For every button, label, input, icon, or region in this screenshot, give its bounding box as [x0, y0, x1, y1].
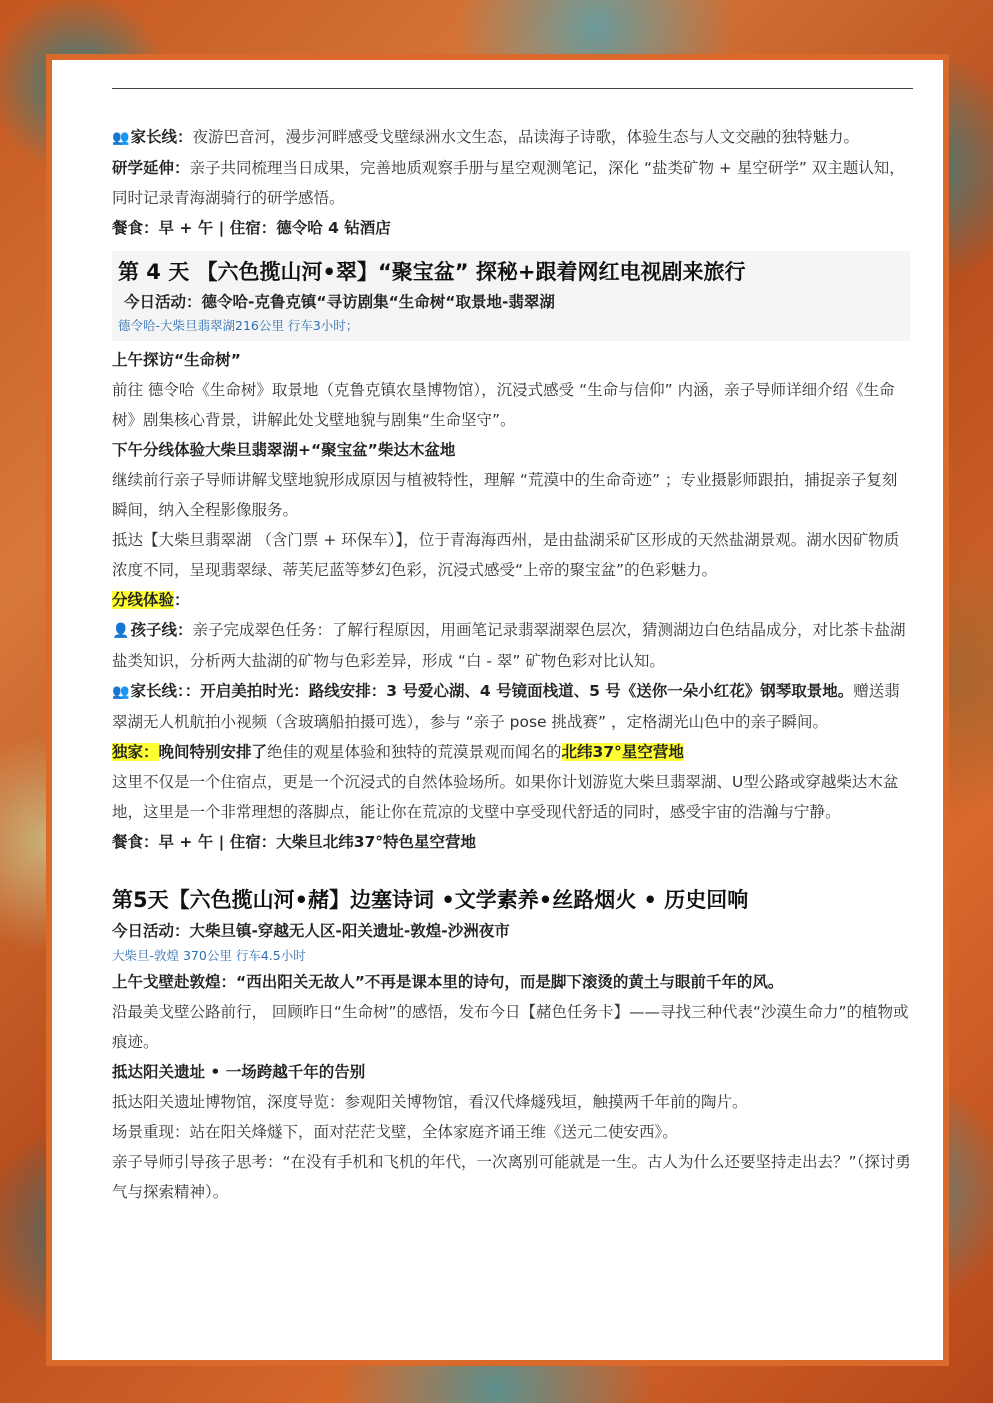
day5-route: 大柴旦-敦煌 370公里 行车4.5小时: [112, 948, 306, 963]
day4-activity: 今日活动：德令哈-克鲁克镇“寻访剧集“生命树“取景地-翡翠湖: [124, 293, 555, 311]
family-icon: 👥: [112, 130, 128, 146]
family-icon: 👥: [112, 684, 128, 700]
day3-study-extension: 研学延伸：亲子共同梳理当日成果，完善地质观察手册与星空观测笔记，深化 “盐类矿物 + 星空研学” 双主题认知，同时记录青海湖骑行的研学感悟。: [112, 159, 905, 207]
day5-morning-title: 上午戈壁赴敦煌：“西出阳关无故人”不再是课本里的诗句，而是脚下滚烫的黄土与眼前千年的风。: [112, 973, 784, 991]
day4-kids-line: 👤 孩子线：亲子完成翠色任务：了解行程原因，用画笔记录翡翠湖翠色层次，猜测湖边白色结晶成分，对比茶卡盐湖盐类知识，分析两大盐湖的矿物与色彩差异，形成 “白 - 翠” 矿物色彩对比认知。: [112, 621, 906, 670]
day4-branch-heading: 分线体验：: [112, 591, 190, 609]
day4-camp-text: 这里不仅是一个住宿点，更是一个沉浸式的自然体验场所。如果你计划游览大柴旦翡翠湖、U型公路或穿越柴达木盆地，这里是一个非常理想的落脚点，能让你在荒凉的戈壁中享受现代舒适的同时，感受宇宙的浩瀚与宁静。: [112, 773, 899, 821]
document-page: [52, 60, 943, 1360]
day3-meals: 餐食：早 + 午 | 住宿：德令哈 4 钻酒店: [112, 219, 391, 237]
day5-yangguan-title: 抵达阳关遗址 • 一场跨越千年的告别: [112, 1063, 366, 1081]
day4-afternoon-title: 下午分线体验大柴旦翡翠湖+“聚宝盆”柴达木盆地: [112, 441, 456, 459]
day3-parent-line: 👥 家长线：夜游巴音河，漫步河畔感受戈壁绿洲水文生态，品读海子诗歌，体验生态与人文交融的独特魅力。: [112, 128, 859, 146]
day4-parent-line: 👥 家长线：：开启美拍时光：路线安排：3 号爱心湖、4 号镜面栈道、5 号《送你一朵小红花》钢琴取景地。赠送翡翠湖无人机航拍小视频（含玻璃船拍摄可选），参与 “亲子 pose 挑战赛” ，定格湖光山色中的亲子瞬间。: [112, 682, 900, 731]
day5-morning-text: 沿最美戈壁公路前行， 回顾昨日“生命树”的感悟，发布今日【赭色任务卡】——寻找三种代表“沙漠生命力”的植物或痕迹。: [112, 1003, 909, 1051]
day4-header-box: [112, 251, 910, 341]
child-icon: 👤: [112, 623, 128, 639]
day4-exclusive: 独家：晚间特别安排了绝佳的观星体验和独特的荒漠景观而闻名的北纬37°星空营地: [112, 743, 684, 761]
day4-morning-title: 上午探访“生命树”: [112, 351, 241, 369]
day4-title: 第 4 天 【六色揽山河•翠】“聚宝盆” 探秘+跟着网红电视剧来旅行: [118, 260, 746, 284]
day5-yangguan-text2: 场景重现：站在阳关烽燧下，面对茫茫戈壁，全体家庭齐诵王维《送元二使安西》。: [112, 1123, 678, 1141]
day5-yangguan-text1: 抵达阳关遗址博物馆，深度导览：参观阳关博物馆，看汉代烽燧残垣，触摸两千年前的陶片。: [112, 1093, 748, 1111]
day5-title: 第5天【六色揽山河•赭】边塞诗词 •文学素养•丝路烟火 • 历史回响: [112, 888, 749, 912]
day4-afternoon-text2: 抵达【大柴旦翡翠湖 （含门票 + 环保车）】，位于青海海西州，是由盐湖采矿区形成的天然盐湖景观。湖水因矿物质浓度不同，呈现翡翠绿、蒂芙尼蓝等梦幻色彩，沉浸式感受“上帝的聚宝盆”的色彩魅力。: [112, 531, 900, 579]
day5-yangguan-text3: 亲子导师引导孩子思考：“在没有手机和飞机的年代，一次离别可能就是一生。古人为什么还要坚持走出去？”（探讨勇气与探索精神）。: [112, 1153, 911, 1201]
day4-morning-text: 前往 德令哈《生命树》取景地（克鲁克镇农垦博物馆），沉浸式感受 “生命与信仰” 内涵，亲子导师详细介绍《生命树》剧集核心背景，讲解此处戈壁地貌与剧集“生命坚守”。: [112, 381, 895, 429]
day4-route: 德令哈-大柴旦翡翠湖216公里 行车3小时；: [118, 318, 359, 333]
day5-activity: 今日活动：大柴旦镇-穿越无人区-阳关遗址-敦煌-沙洲夜市: [112, 922, 510, 940]
day4-afternoon-text1: 继续前行亲子导师讲解戈壁地貌形成原因与植被特性，理解 “荒漠中的生命奇迹” ；专业摄影师跟拍，捕捉亲子复刻瞬间，纳入全程影像服务。: [112, 471, 898, 519]
itinerary-content: [112, 122, 912, 1207]
day4-meals: 餐食：早 + 午 | 住宿：大柴旦北纬37°特色星空营地: [112, 833, 477, 851]
header-rule: [112, 88, 913, 89]
